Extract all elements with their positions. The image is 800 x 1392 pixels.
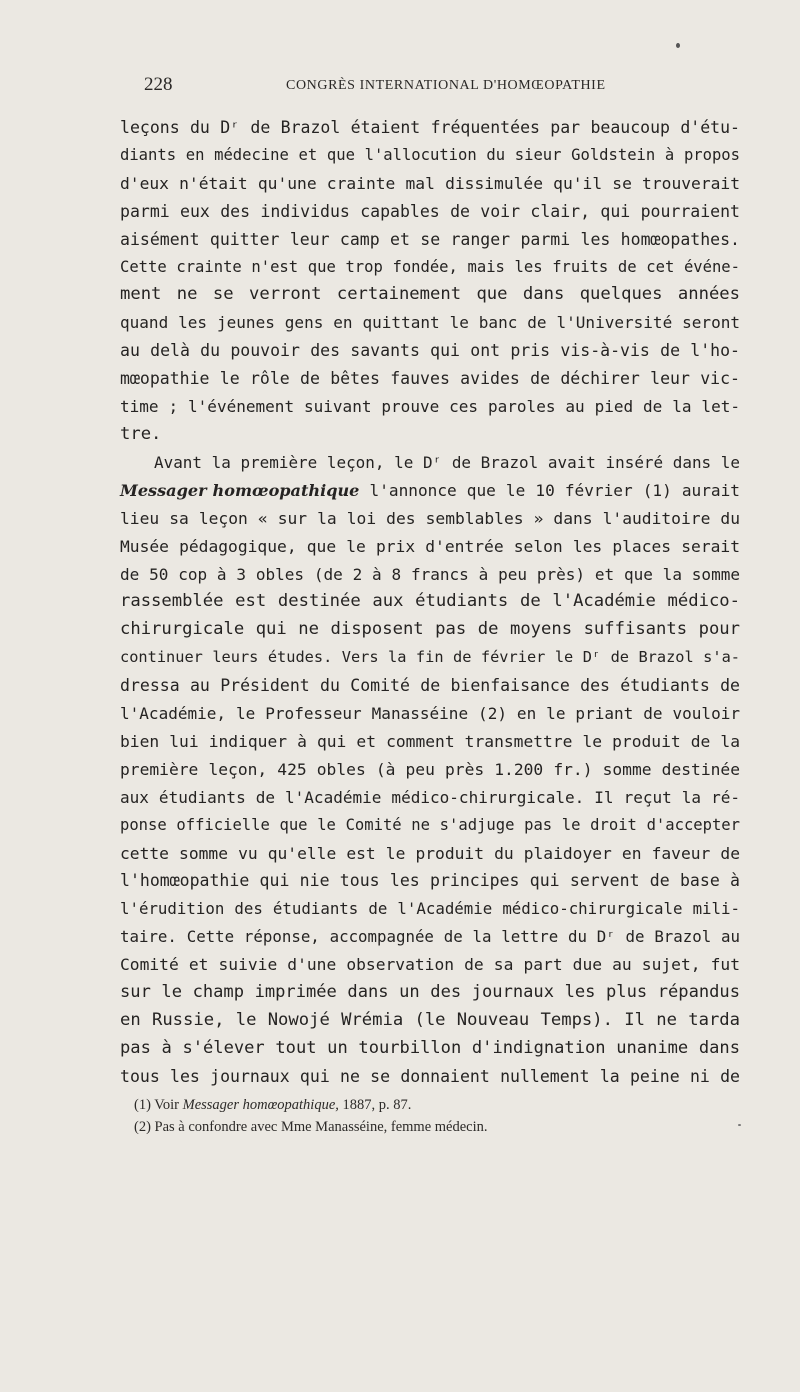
text-line: taire. Cette réponse, accompagnée de la lettre du Dʳ de Brazol au: [120, 927, 740, 947]
text-line: cette somme vu qu'elle est le produit du plaidoyer en faveur de: [120, 843, 740, 863]
text-line: sur le champ imprimée dans un des journaux les plus répandus: [120, 982, 740, 1003]
text-line: première leçon, 425 obles (à peu près 1.200 fr.) somme destinée: [120, 759, 740, 779]
paper-speck: [738, 1124, 741, 1126]
text-line: ponse officielle que le Comité ne s'adjuge pas le droit d'accepter: [120, 815, 740, 834]
text-line: rassemblée est destinée aux étudiants de l'Académie médico-: [120, 591, 740, 612]
text-line: de 50 cop à 3 obles (de 2 à 8 francs à peu près) et que la somme: [120, 564, 740, 584]
text-line: quand les jeunes gens en quittant le banc de l'Université seront: [120, 313, 740, 333]
text-line: dressa au Président du Comité de bienfaisance des étudiants de: [120, 676, 740, 696]
footnote-1: [134, 1094, 734, 1116]
journal-title: Messager homœopathique: [120, 480, 360, 500]
text-line: aux étudiants de l'Académie médico-chirurgicale. Il reçut la ré-: [120, 787, 740, 807]
page-header: [144, 74, 728, 102]
text-line: d'eux n'était qu'une crainte mal dissimulée qu'il se trouverait: [120, 173, 740, 193]
paragraph-2: [120, 449, 740, 1091]
text-line: ment ne se verront certainement que dans quelques années: [120, 284, 740, 305]
footnote-1-prefix: (1) Voir: [134, 1097, 183, 1113]
page-number: 228: [144, 74, 173, 95]
text-line: bien lui indiquer à qui et comment transmettre le produit de la: [120, 731, 740, 751]
footnotes: [134, 1094, 734, 1138]
running-title: CONGRÈS INTERNATIONAL D'HOMŒOPATHIE: [286, 78, 606, 93]
text-line: mœopathie le rôle de bêtes fauves avides de déchirer leur vic-: [120, 369, 740, 389]
text-line-with-title: [120, 477, 740, 505]
paragraph-1: [120, 114, 740, 449]
text-line: lieu sa leçon « sur la loi des semblables » dans l'auditoire du: [120, 508, 740, 528]
body-text: [120, 114, 740, 1091]
text-line-rest: l'annonce que le 10 février (1) aurait: [359, 480, 740, 500]
text-line: time ; l'événement suivant prouve ces paroles au pied de la let-: [120, 397, 740, 417]
text-line: l'Académie, le Professeur Manasséine (2) en le priant de vouloir: [120, 704, 740, 724]
text-line: Cette crainte n'est que trop fondée, mais les fruits de cet événe-: [120, 257, 740, 276]
text-line: l'érudition des étudiants de l'Académie médico-chirurgicale mili-: [120, 899, 740, 919]
footnote-1-suffix: 1887, p. 87.: [338, 1097, 412, 1113]
text-line: Avant la première leçon, le Dʳ de Brazol avait inséré dans le: [154, 452, 740, 472]
text-line: en Russie, le Nowojé Wrémia (le Nouveau Temps). Il ne tarda: [120, 1010, 740, 1030]
paper-speck: [676, 43, 680, 48]
text-line: Comité et suivie d'une observation de sa part due au sujet, fut: [120, 955, 740, 975]
text-line: leçons du Dʳ de Brazol étaient fréquentées par beaucoup d'étu-: [120, 118, 740, 137]
text-line: tre.: [120, 423, 162, 444]
text-line: au delà du pouvoir des savants qui ont pris vis-à-vis de l'ho-: [120, 341, 740, 361]
footnote-2: (2) Pas à confondre avec Mme Manasséine, femme médecin.: [134, 1119, 488, 1135]
text-line: tous les journaux qui ne se donnaient nullement la peine ni de: [120, 1066, 740, 1086]
text-line: pas à s'élever tout un tourbillon d'indignation unanime dans: [120, 1037, 740, 1058]
text-line: parmi eux des individus capables de voir clair, qui pourraient: [120, 201, 740, 221]
text-line: Musée pédagogique, que le prix d'entrée selon les places serait: [120, 536, 740, 556]
footnote-1-title: Messager homœopathique,: [182, 1097, 339, 1113]
text-line: l'homœopathie qui nie tous les principes qui servent de base à: [120, 871, 740, 891]
text-line: continuer leurs études. Vers la fin de février le Dʳ de Brazol s'a-: [120, 648, 740, 667]
text-line: aisément quitter leur camp et se ranger parmi les homœopathes.: [120, 229, 740, 249]
text-line: chirurgicale qui ne disposent pas de moyens suffisants pour: [120, 619, 740, 640]
text-line: diants en médecine et que l'allocution du sieur Goldstein à propos: [120, 145, 740, 164]
